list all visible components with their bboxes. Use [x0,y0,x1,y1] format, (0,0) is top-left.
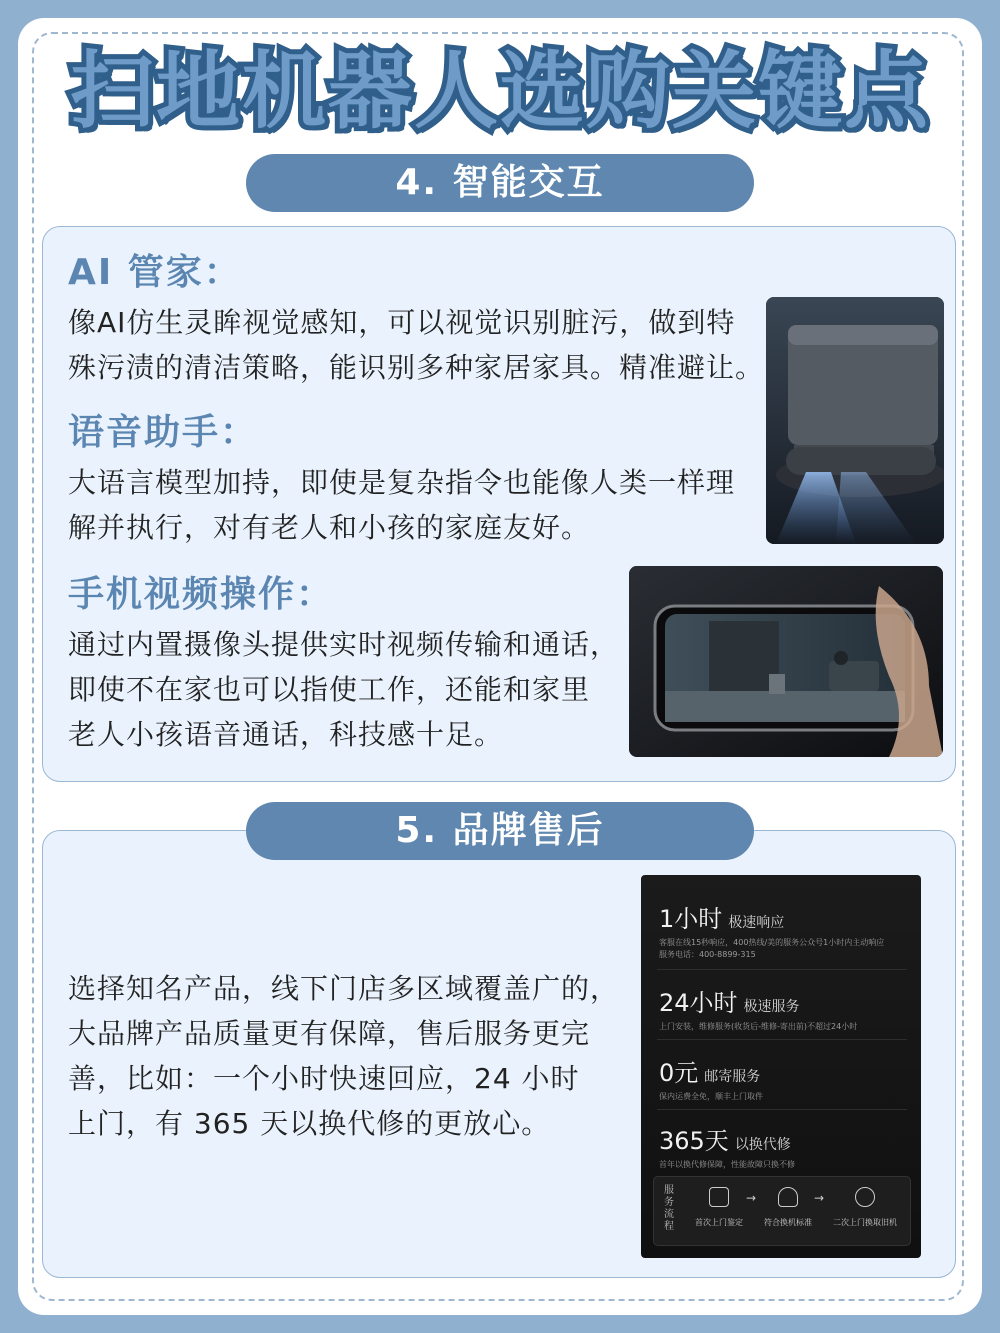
arrow-right-icon: → [746,1191,757,1205]
service-item [659,983,909,1033]
text-line: 像AI仿生灵眸视觉感知，可以视觉识别脏污，做到特 [68,306,736,339]
service-item [659,1053,909,1103]
phone-video-text [68,622,619,757]
text-line: 殊污渍的清洁策略，能识别多种家居家具。精准避让。 [68,351,765,384]
home-search-icon [778,1187,798,1207]
divider [657,1039,907,1040]
exchange-icon [855,1187,875,1207]
page-title: 扫地机器人选购关键点 [69,42,930,140]
service-item [659,1121,909,1171]
divider [657,1109,907,1110]
text-line: 即使不在家也可以指使工作，还能和家里 [68,673,591,706]
flow-label: 服务流程 [664,1185,674,1232]
flow-step [757,1187,819,1228]
text-line: 大品牌产品质量更有保障，售后服务更完 [68,1017,591,1050]
flow-step-label: 二次上门换取旧机 [833,1218,897,1227]
service-desc: 客服在线15秒响应，400热线/美的服务公众号1小时内主动响应 [659,938,885,947]
service-desc: 首年以换代修保障，性能故障只换不修 [659,1160,795,1169]
service-big: 24小时 [659,989,738,1017]
flow-step-label: 符合换机标准 [764,1218,812,1227]
text-line: 上门，有 365 天以换代修的更放心。 [68,1107,551,1140]
service-desc: 服务电话：400-8899-315 [659,950,756,959]
service-card [641,875,921,1258]
phone-video-heading: 手机视频操作： [68,574,335,615]
arrow-right-icon: → [814,1191,825,1205]
service-desc: 保内运费全免，顺丰上门取件 [659,1092,763,1101]
ai-butler-heading: AI 管家： [68,252,242,293]
section4-pill: 4. 智能交互 [246,154,754,212]
service-desc: 上门安装，维修服务(收货后-维修-寄出前)不超过24小时 [659,1022,858,1031]
service-big: 0元 [659,1059,699,1087]
phone-video-image [629,566,943,757]
divider [657,969,907,970]
service-sub: 以换代修 [734,1137,791,1153]
service-flow [653,1176,911,1246]
door-icon [709,1187,729,1207]
text-line: 老人小孩语音通话，科技感十足。 [68,718,504,751]
service-sub: 极速响应 [728,915,785,931]
text-line: 大语言模型加持，即使是复杂指令也能像人类一样理 [68,466,736,499]
ai-butler-text [68,300,764,390]
service-sub: 极速服务 [743,999,800,1015]
service-sub: 邮寄服务 [704,1069,761,1085]
flow-step [826,1187,904,1228]
text-line: 选择知名产品，线下门店多区域覆盖广的， [68,972,620,1005]
robot-dock-image [766,297,944,544]
text-line: 通过内置摄像头提供实时视频传输和通话， [68,628,620,661]
voice-assistant-text [68,460,735,550]
voice-assistant-heading: 语音助手： [68,412,259,453]
flow-step [688,1187,750,1228]
flow-step-label: 首次上门鉴定 [695,1218,743,1227]
service-big: 365天 [659,1127,729,1155]
section5-pill: 5. 品牌售后 [246,802,754,860]
service-item [659,899,909,961]
brand-service-text [68,966,619,1146]
text-line: 解并执行，对有老人和小孩的家庭友好。 [68,511,591,544]
service-big: 1小时 [659,905,723,933]
text-line: 善，比如：一个小时快速回应，24 小时 [68,1062,580,1095]
